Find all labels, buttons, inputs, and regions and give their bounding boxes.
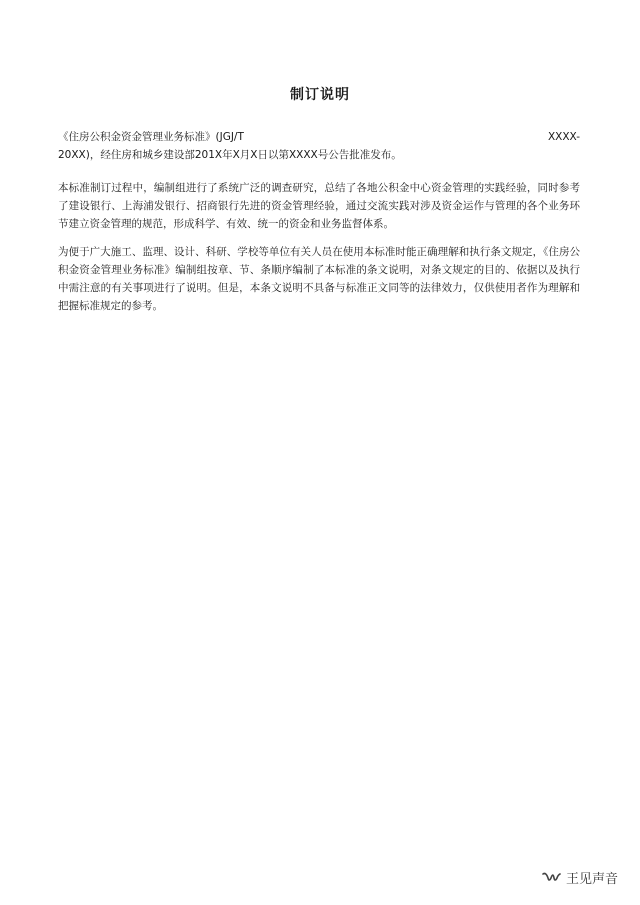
watermark-text: 王见声音 [565,872,618,887]
paragraph-compilation-process: 本标准制订过程中，编制组进行了系统广泛的调查研究，总结了各地公积金中心资金管理的实践经验，同时参考了建设银行、上海浦发银行、招商银行先进的资金管理经验，通过交流实践对涉及资金运作与管理的各个业务环节建立资金管理的规范，形成科学、有效、统一的资金和业务监督体系。 [58,182,580,230]
standard-number-text: XXXX- [547,131,580,143]
document-title: 制订说明 [290,87,350,103]
paragraph-usage-note: 为便于广大施工、监理、设计、科研、学校等单位有关人员在使用本标准时能正确理解和执行条文规定，《住房公积金资金管理业务标准》编制组按章、节、条顺序编制了本标准的条文说明，对条文规定的目的、依据以及执行中需注意的有关事项进行了说明。但是，本条文说明不具备与标准正文同等的法律效力，仅供使用者作为理解和把握标准规定的参考。 [58,246,580,312]
wechat-channel-icon [541,870,561,886]
paragraph-line [58,128,580,146]
standard-name-text: 《住房公积金资金管理业务标准》(JGJ/T [58,131,244,143]
paragraph-publication-info [58,128,580,164]
watermark [541,868,618,887]
publication-approval-text: 20XX)，经住房和城乡建设部201X年X月X日以第XXXX号公告批准发布。 [58,149,402,161]
